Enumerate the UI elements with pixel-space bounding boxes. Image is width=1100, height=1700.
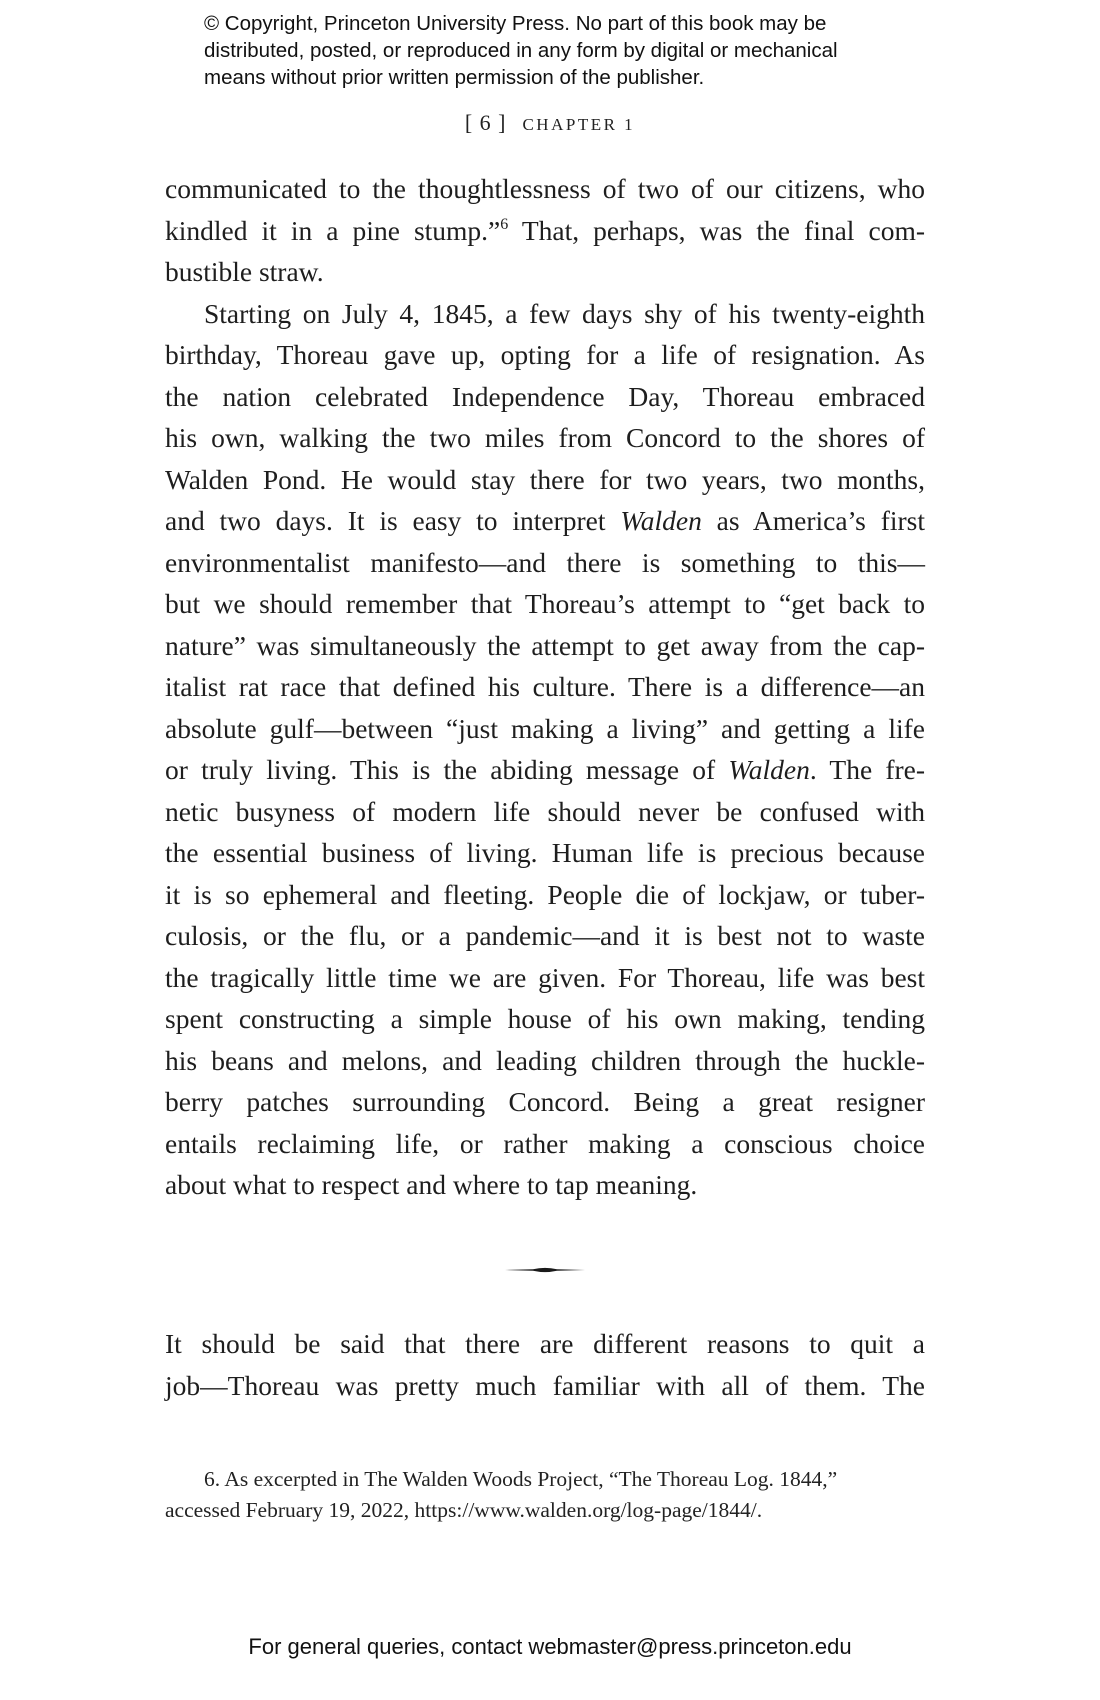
text-line: his own, walking the two miles from Concord to the shores of [165,422,925,453]
text-line: job—Thoreau was pretty much familiar with all of them. The [165,1369,925,1401]
text-line: but we should remember that Thoreau’s attempt to “get back to [165,588,925,619]
text-line: bustible straw. [165,256,324,287]
text-line: entails reclaiming life, or rather making a conscious choice [165,1127,925,1159]
text-line [165,500,925,542]
text-line: the nation celebrated Independence Day, Thoreau embraced [165,380,925,412]
text-line: his beans and melons, and leading children through the huckle- [165,1044,925,1076]
text-line: culosis, or the flu, or a pandemic—and it is best not to waste [165,920,925,951]
text-line: about what to respect and where to tap meaning. [165,1169,698,1200]
text-run: as America’s first [701,505,926,536]
copyright-notice [204,10,964,91]
footnote-reference: 6 [500,215,509,233]
footnote [165,1464,925,1526]
text-run: or truly living. This is the abiding message of [165,754,729,785]
section-break-ornament [505,1263,585,1277]
copyright-line: means without prior written permission of the publisher. [204,66,705,89]
text-line: it is so ephemeral and fleeting. People die of lockjaw, or tuber- [165,878,925,910]
text-line: spent constructing a simple house of his own making, tending [165,1003,925,1034]
copyright-line: © Copyright, Princeton University Press. No part of this book may be [204,12,827,35]
text-run: . The fre- [809,754,926,785]
text-line: absolute gulf—between “just making a living” and getting a life [165,712,925,744]
ornament-rule [505,1268,585,1272]
copyright-line: distributed, posted, or reproduced in any form by digital or mechanical [204,39,838,62]
text-run: and two days. It is easy to interpret [165,505,621,536]
text-line [165,210,925,252]
running-head [0,110,1100,136]
text-line: berry patches surrounding Concord. Being a great resigner [165,1086,925,1117]
text-line: Walden Pond. He would stay there for two years, two months, [165,463,925,495]
book-title-walden: Walden [728,754,810,785]
chapter-label: CHAPTER 1 [522,115,636,134]
page-number: [ 6 ] [464,110,507,135]
footer-contact: For general queries, contact webmaster@press.princeton.edu [248,1634,852,1659]
body-text-top [165,168,925,1206]
text-run: That, perhaps, was the final com- [508,214,925,246]
text-line: italist rat race that defined his culture. There is a difference—an [165,671,925,702]
text-line: environmentalist manifesto—and there is something to this— [165,546,925,578]
text-line: the tragically little time we are given. For Thoreau, life was best [165,961,925,993]
footnote-line: 6. As excerpted in The Walden Woods Project, “The Thoreau Log. 1844,” [204,1467,838,1491]
text-line: communicated to the thoughtlessness of two of our citizens, who [165,173,925,204]
text-line: birthday, Thoreau gave up, opting for a life of resignation. As [165,339,925,370]
text-line [165,749,925,791]
text-line: netic busyness of modern life should never be confused with [165,795,925,827]
text-line: It should be said that there are different reasons to quit a [165,1328,925,1359]
text-line: Starting on July 4, 1845, a few days shy of his twenty-eighth [204,297,925,329]
text-run: kindled it in a pine stump.” [165,214,501,246]
text-line: the essential business of living. Human life is precious because [165,837,925,868]
text-line: nature” was simultaneously the attempt to get away from the cap- [165,629,925,661]
body-text-bottom [165,1323,925,1406]
footnote-line: accessed February 19, 2022, https://www.walden.org/log-page/1844/. [165,1498,763,1522]
book-title-walden: Walden [620,505,702,536]
